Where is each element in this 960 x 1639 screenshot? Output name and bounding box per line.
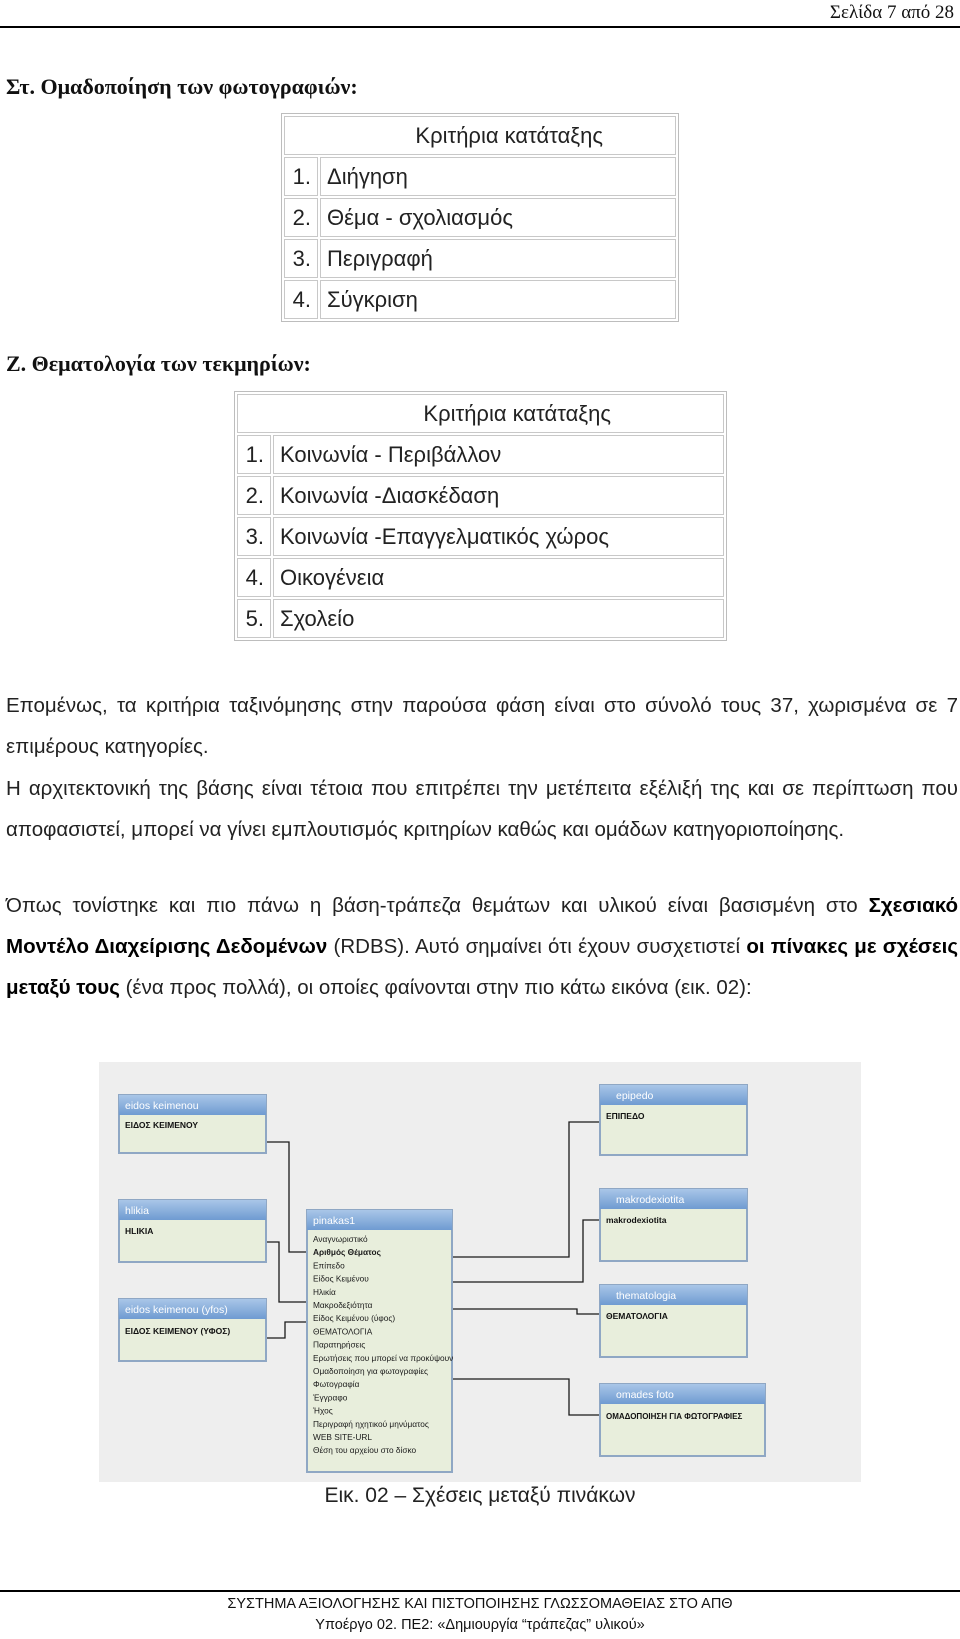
table-field: HLIKIA — [125, 1226, 154, 1236]
relation-line — [452, 1379, 600, 1415]
table-title: pinakas1 — [313, 1215, 356, 1227]
page-number: Σελίδα 7 από 28 — [829, 2, 954, 23]
row-number: 4. — [237, 558, 271, 597]
table-row — [237, 476, 724, 515]
relation-line — [266, 1142, 307, 1252]
paragraph-summary: Επομένως, τα κριτήρια ταξινόμησης στην παρούσα φάση είναι στο σύνολό τους 37, χωρισμένα σε 7 επιμέρους κατηγορίες. — [6, 694, 958, 758]
section-st-title: Στ. Ομαδοποίηση των φωτογραφιών: — [6, 74, 358, 99]
table-field: WEB SITE-URL — [313, 1432, 373, 1442]
table-pinakas1 — [307, 1210, 453, 1472]
row-label: Σύγκριση — [320, 280, 676, 319]
table-title: eidos keimenou (yfos) — [125, 1304, 228, 1316]
table-row — [237, 558, 724, 597]
row-number: 3. — [237, 517, 271, 556]
row-label: Περιγραφή — [320, 239, 676, 278]
table-field: Ερωτήσεις που μπορεί να προκύψουν — [313, 1352, 454, 1363]
table-title: makrodexiotita — [616, 1194, 685, 1206]
row-number: 5. — [237, 599, 271, 638]
table-field: Θέση του αρχείου στο δίσκο — [313, 1445, 417, 1456]
table-thematologia — [600, 1285, 747, 1357]
section-z-title: Ζ. Θεματολογία των τεκμηρίων: — [6, 351, 311, 376]
paragraph-bold-text: οι πίνακες με σχέσεις μεταξύ τους — [6, 935, 958, 999]
row-number: 2. — [237, 476, 271, 515]
table-row — [237, 599, 724, 638]
table-header: Κριτήρια κατάταξης — [284, 116, 676, 155]
table-field: makrodexiotita — [606, 1215, 667, 1225]
table-omades-foto — [600, 1384, 765, 1456]
row-label: Θέμα - σχολιασμός — [320, 198, 676, 237]
table-row — [237, 435, 724, 474]
table-field: Ομαδοποίηση για φωτογραφίες — [313, 1366, 429, 1376]
table-field: Είδος Κειμένου — [313, 1273, 369, 1284]
relation-line — [452, 1220, 600, 1282]
footer-line-1: ΣΥΣΤΗΜΑ ΑΞΙΟΛΟΓΗΣΗΣ ΚΑΙ ΠΙΣΤΟΠΟΙΗΣΗΣ ΓΛΩΣΣΟΜΑΘΕΙΑΣ ΣΤΟ ΑΠΘ — [227, 1596, 733, 1612]
row-number: 1. — [284, 157, 318, 196]
paragraph-text: (ένα προς πολλά), οι οποίες φαίνονται στην πιο κάτω εικόνα (εικ. 02): — [119, 976, 752, 999]
table-row — [284, 198, 676, 237]
row-label: Κοινωνία - Περιβάλλον — [273, 435, 724, 474]
table-field: Αναγνωριστικό — [313, 1234, 368, 1244]
table-field: ΟΜΑΔΟΠΟΙΗΣΗ ΓΙΑ ΦΩΤΟΓΡΑΦΙΕΣ — [606, 1412, 743, 1421]
table-field: Είδος Κειμένου (ύφος) — [313, 1313, 396, 1324]
figure-caption: Εικ. 02 – Σχέσεις μεταξύ πινάκων — [324, 1484, 636, 1507]
table-field: Ηλικία — [313, 1286, 336, 1297]
table-field: ΘΕΜΑΤΟΛΟΓΙΑ — [606, 1311, 668, 1321]
section-st-table — [281, 113, 679, 322]
table-field: Φωτογραφία — [313, 1379, 360, 1390]
row-number: 1. — [237, 435, 271, 474]
relation-line — [266, 1322, 307, 1338]
relationships-diagram — [99, 1062, 861, 1482]
paragraph-text: (RDBS). Αυτό σημαίνει ότι έχουν συσχετιστεί — [327, 935, 747, 958]
table-field: Ήχος — [313, 1405, 333, 1416]
table-epipedo — [600, 1085, 747, 1155]
table-field: Περιγραφή ηχητικού μηνύματος — [313, 1418, 429, 1429]
table-title: epipedo — [616, 1090, 654, 1102]
table-field: ΕΙΔΟΣ ΚΕΙΜΕΝΟΥ — [125, 1120, 199, 1130]
row-label: Κοινωνία -Διασκέδαση — [273, 476, 724, 515]
table-title: hlikia — [125, 1205, 149, 1217]
table-field: Έγγραφο — [313, 1392, 348, 1403]
table-field: Παρατηρήσεις — [313, 1339, 366, 1350]
paragraph-rdbs — [6, 885, 958, 1008]
relation-line — [452, 1309, 600, 1314]
footer-rule — [0, 1590, 960, 1592]
relation-line — [266, 1242, 307, 1302]
table-field: ΕΙΔΟΣ ΚΕΙΜΕΝΟΥ (ΥΦΟΣ) — [125, 1326, 231, 1336]
table-title: omades foto — [616, 1389, 674, 1401]
table-makrodexiotita — [600, 1189, 747, 1261]
table-eidos-keimenou-yfos — [119, 1299, 266, 1361]
row-number: 2. — [284, 198, 318, 237]
table-field: Μακροδεξιότητα — [313, 1300, 373, 1310]
paragraph-bold-text: Σχεσιακό Μοντέλο Διαχείρισης Δεδομένων — [6, 894, 958, 958]
table-row — [284, 157, 676, 196]
row-label: Κοινωνία -Επαγγελματικός χώρος — [273, 517, 724, 556]
table-eidos-keimenou — [119, 1095, 266, 1153]
table-row — [284, 280, 676, 319]
row-label: Σχολείο — [273, 599, 724, 638]
table-header-row — [284, 116, 676, 155]
table-row — [237, 517, 724, 556]
table-row — [284, 239, 676, 278]
relationships-svg — [99, 1062, 861, 1482]
table-header-row — [237, 394, 724, 433]
header-rule — [0, 26, 960, 28]
table-hlikia — [119, 1200, 266, 1262]
section-z-table — [234, 391, 727, 641]
row-number: 4. — [284, 280, 318, 319]
row-label: Οικογένεια — [273, 558, 724, 597]
row-number: 3. — [284, 239, 318, 278]
table-field: Αριθμός Θέματος — [313, 1247, 381, 1258]
table-title: thematologia — [616, 1290, 677, 1302]
row-label: Διήγηση — [320, 157, 676, 196]
table-title: eidos keimenou — [125, 1100, 199, 1112]
table-field: ΘΕΜΑΤΟΛΟΓΙΑ — [313, 1326, 373, 1337]
footer-line-2: Υποέργο 02. ΠΕ2: «Δημιουργία “τράπεζας” υλικού» — [315, 1617, 645, 1633]
relation-line — [452, 1122, 600, 1257]
table-field: Επίπεδο — [313, 1260, 345, 1271]
paragraph-architecture: Η αρχιτεκτονική της βάσης είναι τέτοια που επιτρέπει την μετέπειτα εξέλιξή της και σε περίπτωση που αποφασιστεί, μπορεί να γίνει εμπλουτισμός κριτηρίων καθώς και ομάδων κατηγοριοποίησης. — [6, 777, 958, 841]
table-field: ΕΠΙΠΕΔΟ — [606, 1111, 645, 1121]
paragraph-text: Όπως τονίστηκε και πιο πάνω η βάση-τράπεζα θεμάτων και υλικού είναι βασισμένη στο — [6, 894, 869, 917]
table-header: Κριτήρια κατάταξης — [237, 394, 724, 433]
